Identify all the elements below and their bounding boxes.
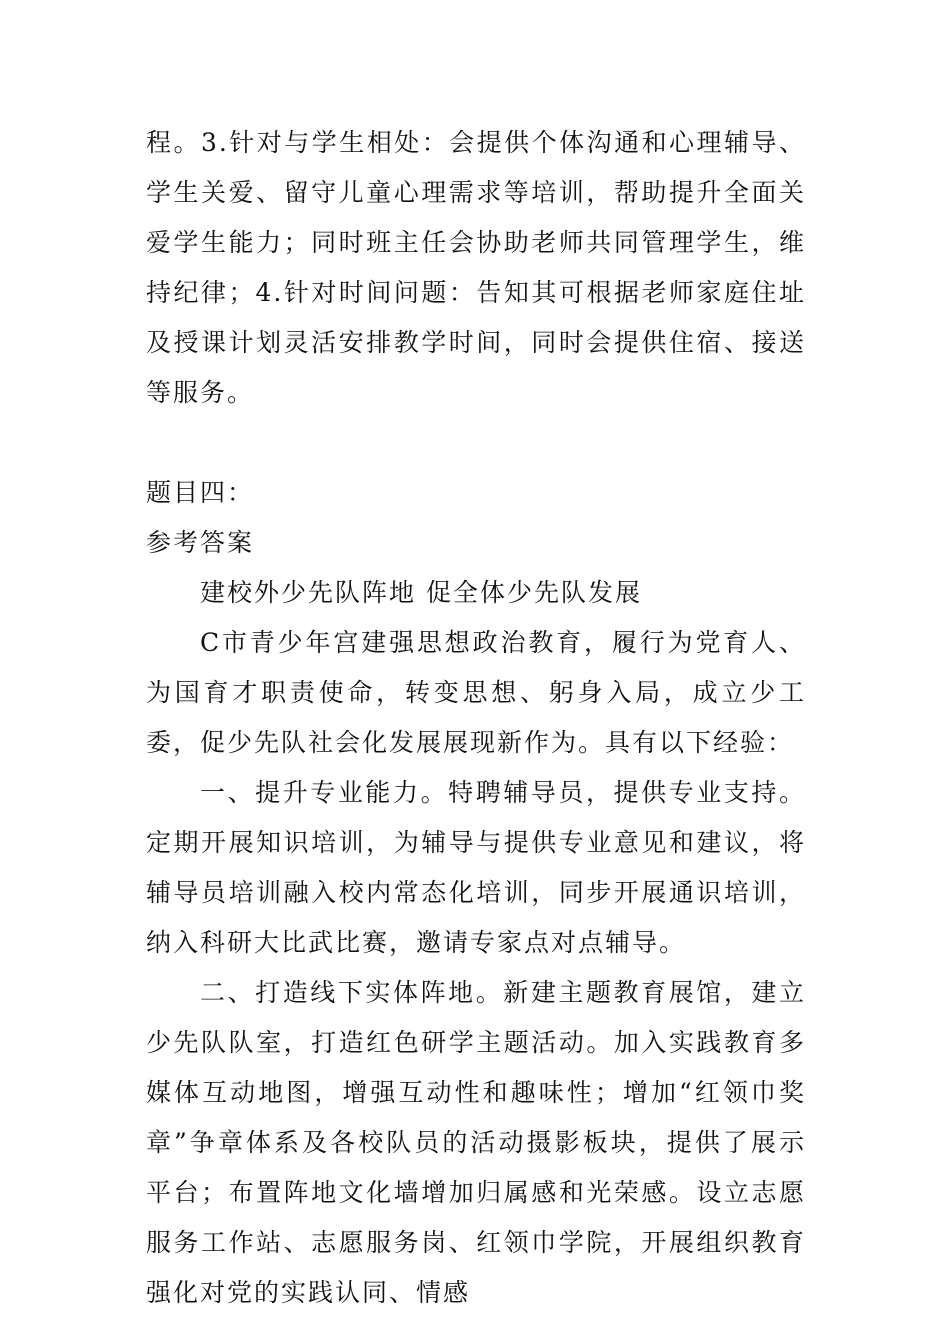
- question-heading: 题目四：: [146, 478, 255, 507]
- blank-line: [146, 418, 806, 468]
- answer-label: 参考答案: [146, 528, 255, 557]
- essay-title: 建校外少先队阵地 促全体少先队发展: [200, 578, 642, 607]
- point-two-paragraph: 二、打造线下实体阵地。新建主题教育展馆，建立少先队队室，打造红色研学主题活动。加入实践教育多媒体互动地图，增强互动性和趣味性；增加“红领巾奖章”争章体系及各校队员的活动摄影板块，提供了展示平台；布置阵地文化墙增加归属感和光荣感。设立志愿服务工作站、志愿服务岗、红领巾学院，开展组织教育强化对党的实践认同、情感: [146, 978, 806, 1307]
- point-one-paragraph: 一、提升专业能力。特聘辅导员，提供专业支持。定期开展知识培训，为辅导与提供专业意见和建议，将辅导员培训融入校内常态化培训，同步开展通识培训，纳入科研大比武比赛，邀请专家点对点辅导。: [146, 778, 806, 957]
- continued-paragraph: 程。3.针对与学生相处：会提供个体沟通和心理辅导、学生关爱、留守儿童心理需求等培训，帮助提升全面关爱学生能力；同时班主任会协助老师共同管理学生，维持纪律；4.针对时间问题：告知其可根据老师家庭住址及授课计划灵活安排教学时间，同时会提供住宿、接送等服务。: [146, 128, 806, 407]
- document-body: [146, 118, 806, 1318]
- intro-paragraph: C市青少年宫建强思想政治教育，履行为党育人、为国育才职责使命，转变思想、躬身入局，成立少工委，促少先队社会化发展展现新作为。具有以下经验：: [146, 628, 806, 757]
